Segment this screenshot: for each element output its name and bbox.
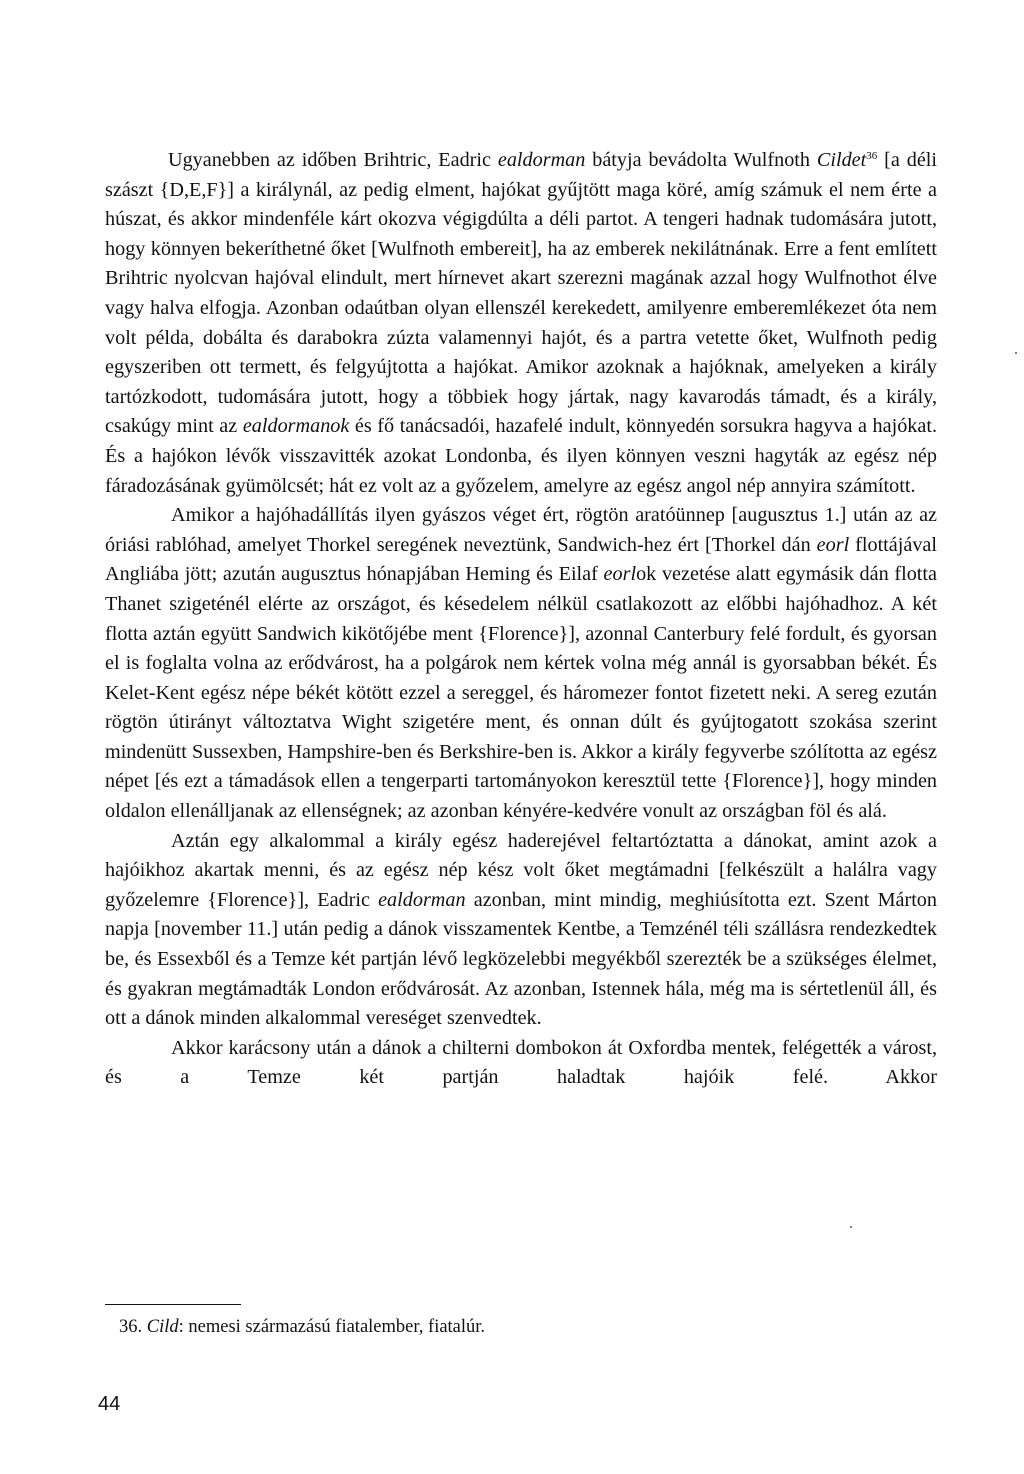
text-run: Akkor karácsony után a dánok a chilterni dombokon át Oxfordba mentek, felégették a várost, és a Temze két partján haladtak hajóik felé. Akkor [105, 1036, 937, 1089]
text-run: Amikor a hajóhadállítás ilyen gyászos véget ért, rögtön aratóünnep [augusztus 1.] után az az óriási rablóhad, amelyet Thorkel seregének neveztünk, Sandwich-hez ért [Thorkel dán [105, 504, 937, 556]
page-number: 44 [98, 1393, 121, 1415]
text-run: flottájával Angliába jött; azután augusztus hónapjában Heming és Eilaf [105, 533, 937, 586]
text-run: ok vezetése alatt egymásik dán flotta Thanet szigeténél elérte az országot, és késedelem nélkül csatlakozott az előbbi hajóhadhoz. A két flotta aztán együtt Sandwich kikötőjébe ment {Florence}], azonnal Canterbury felé fordult, és gyorsan el is foglalta volna az erődvárost, ha a polgárok nem kértek volna még annál is gyorsabban békét. És Kelet-Kent egész népe békét kötött ezzel a sereggel, és háromezer fontot fizetett neki. A sereg ezután rögtön útirányt változtatva Wight szigetére ment, és onnan dúlt és gyújtogatott szokása szerint mindenütt Sussexben, Hampshire-ben és Berkshire-ben is. Akkor a király fegyverbe szólította az egész népet [és ezt a támadások ellen a tengerparti tartományokon keresztül tette {Florence}], hogy minden oldalon ellenálljanak az ellenségnek; az azonban kényére-kedvére vonult az országban föl és alá. [105, 563, 937, 823]
text-run: azonban, mint mindig, meghiúsította ezt. Szent Márton napja [november 11.] után pedig a dánok visszamentek Kentbe, a Temzénél téli szállásra rendezkedtek be, és Essexből és a Temze két partján lévő legközelebbi megyékből szerezték be a szükséges élelmet, és gyakran megtámadták London erődvárosát. Az azonban, Istennek hála, még ma is sértetlenül áll, és ott a dánok minden alkalommal vereséget szenvedtek. [105, 888, 937, 1030]
text-run: [a déli szászt {D,E,F}] a királynál, az pedig elment, hajókat gyűjtött maga köré, amíg számuk el nem érte a húszat, és akkor mindenféle kárt okozva végigdúlta a déli partot. A tengeri hadnak tudomására jutott, hogy könnyen bekeríthetné őket [Wulfnoth embereit], ha az emberek nekilátnának. Erre a fent említett Brihtric nyolcvan hajóval elindult, mert hírnevet akart szerezni magának azzal hogy Wulfnothot élve vagy halva elfogja. Azonban odaútban olyan ellenszél kerekedett, amilyenre emberemlékezet óta nem volt példa, dobálta és darabokra zúzta valamennyi hajót, és a partra vetette őket, Wulfnoth pedig egyszeriben ott termett, és felgyújtotta a hajókat. Amikor azoknak a hajóknak, amelyeken a király tartózkodott, tudomására jutott, hogy a többiek hogy jártak, nagy kavarodás támadt, és a király, csakúgy mint az [105, 149, 937, 438]
footnote-definition: : nemesi származású fiatalember, fiatalúr. [178, 1317, 486, 1337]
text-run: Ugyanebben az időben Brihtric, Eadric [168, 149, 498, 171]
italic-term: eorl [603, 563, 637, 586]
text-run: bátyja bevádolta Wulfnoth [585, 149, 817, 171]
paragraph-1 [105, 146, 937, 501]
footnote-term: Cild [146, 1317, 179, 1337]
italic-term: Cildet [816, 149, 867, 171]
italic-term: ealdormanok [242, 415, 350, 438]
paragraph-4 [105, 1034, 937, 1093]
text-run: és fő tanácsadói, hazafelé indult, könnyedén sorsukra hagyva a hajókat. És a hajókon lévők visszavitték azokat Londonba, és ilyen könnyen veszni hagyták az egész nép fáradozásának gyümölcsét; hát ez volt az a győzelem, amelyre az egész angol nép annyira számított. [105, 415, 938, 497]
italic-term: eorl [816, 533, 850, 556]
footnote [119, 1315, 485, 1339]
scan-speck [1015, 352, 1017, 354]
paragraph-3 [105, 827, 937, 1034]
italic-term: ealdorman [378, 888, 466, 911]
text-run: Aztán egy alkalommal a király egész haderejével feltartóztatta a dánokat, amint azok a hajóikhoz akartak menni, és az egész nép kész volt őket megtámadni [felkészült a halálra vagy győzelemre {Florence}], Eadric [105, 829, 937, 911]
body-text [105, 146, 937, 1093]
footnote-number: 36. [119, 1317, 143, 1337]
footnote-divider [105, 1304, 241, 1305]
italic-term: ealdorman [497, 149, 586, 171]
scan-speck [850, 1226, 852, 1228]
paragraph-2 [105, 501, 937, 827]
footnote-reference: 36 [866, 150, 878, 162]
